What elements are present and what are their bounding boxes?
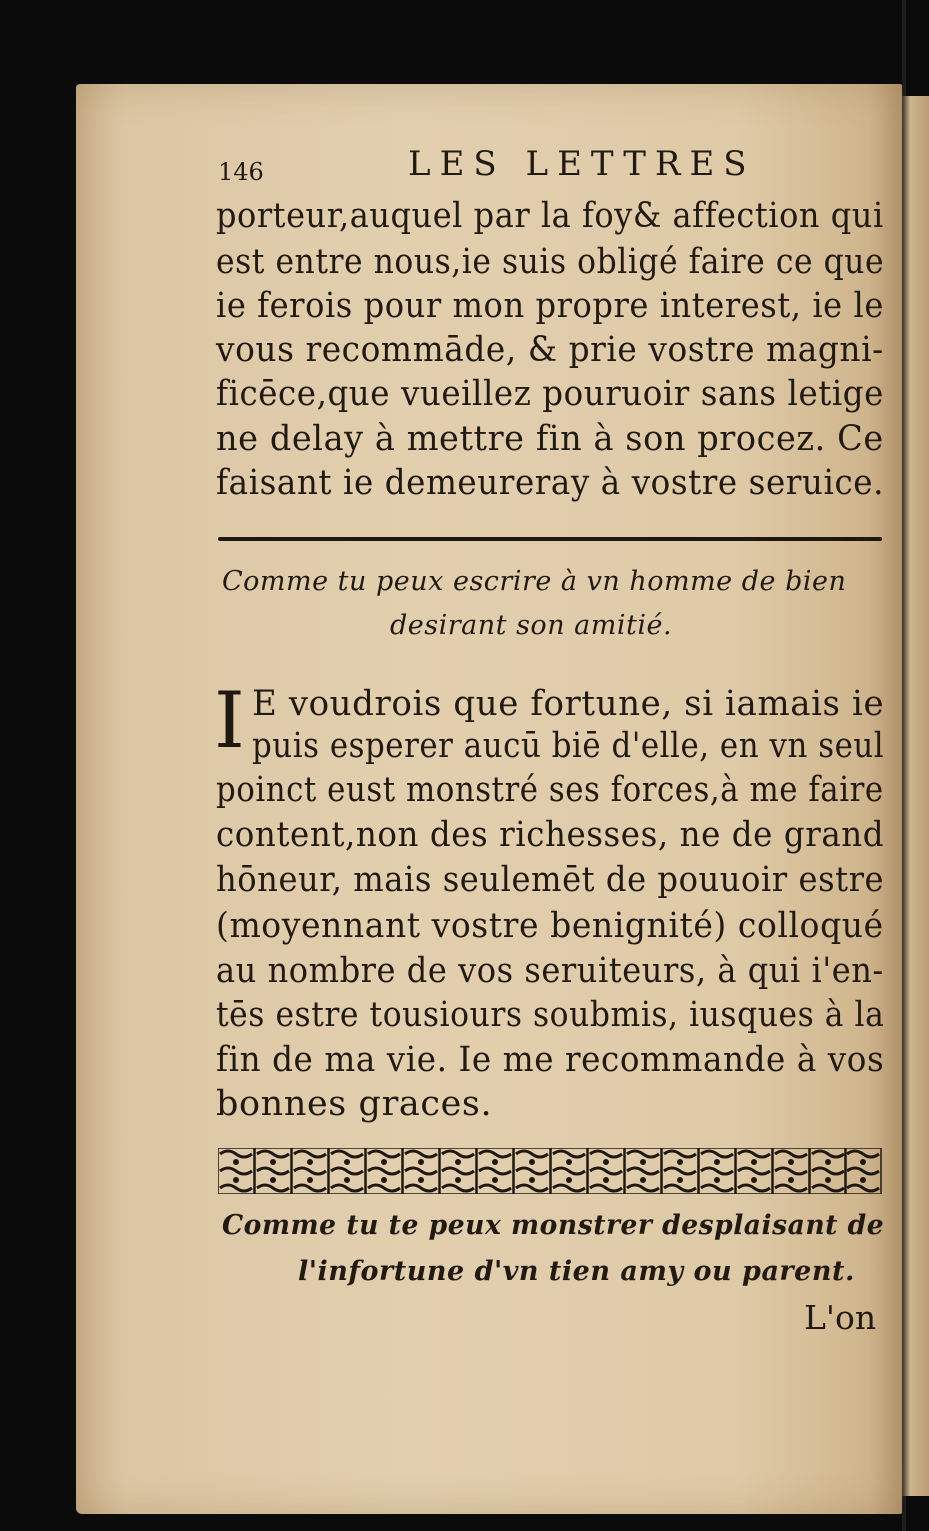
running-head-title: LES LETTRES [408,144,756,184]
body-line: puis esperer aucū biē d'elle, en vn seul [252,726,885,766]
facing-page-edge [902,96,929,1496]
body-line: porteur,auquel par la foy& affection qui [216,196,884,236]
letter-heading: Comme tu te peux monstrer desplaisant de [222,1210,885,1241]
body-line: ie ferois pour mon propre interest, ie le [216,286,884,326]
section-rule [218,537,882,541]
letter-heading: desirant son amitié. [390,610,673,641]
body-line: vous recommāde, & prie vostre magni- [216,330,884,370]
body-line: (moyennant vostre benignité) colloqué [216,906,884,946]
catchword: L'on [804,1298,877,1337]
page-number: 146 [218,158,264,186]
body-line: faisant ie demeureray à vostre seruice. [216,463,885,503]
body-line: poinct eust monstré ses forces,à me faire [216,770,884,810]
body-line: ficēce,que vueillez pouruoir sans letige [216,374,884,414]
ornament-band [218,1148,882,1194]
body-line: ne delay à mettre fin à son procez. Ce [216,419,884,459]
body-line: content,non des richesses, ne de grand [216,815,885,855]
body-line: bonnes graces. [216,1084,493,1124]
letter-heading: l'infortune d'vn tien amy ou parent. [298,1256,855,1287]
body-line: tēs estre tousiours soubmis, iusques à la [216,995,885,1035]
body-line: E voudrois que fortune, si iamais ie [252,684,885,724]
body-line: fin de ma vie. Ie me recommande à vos [216,1040,885,1080]
body-line: au nombre de vos seruiteurs, à qui i'en- [216,951,884,991]
letter-heading: Comme tu peux escrire à vn homme de bien [222,566,847,597]
body-line: hōneur, mais seulemēt de pouuoir estre [216,860,885,900]
body-line: est entre nous,ie suis obligé faire ce que [216,242,885,282]
drop-cap: I [214,676,245,766]
